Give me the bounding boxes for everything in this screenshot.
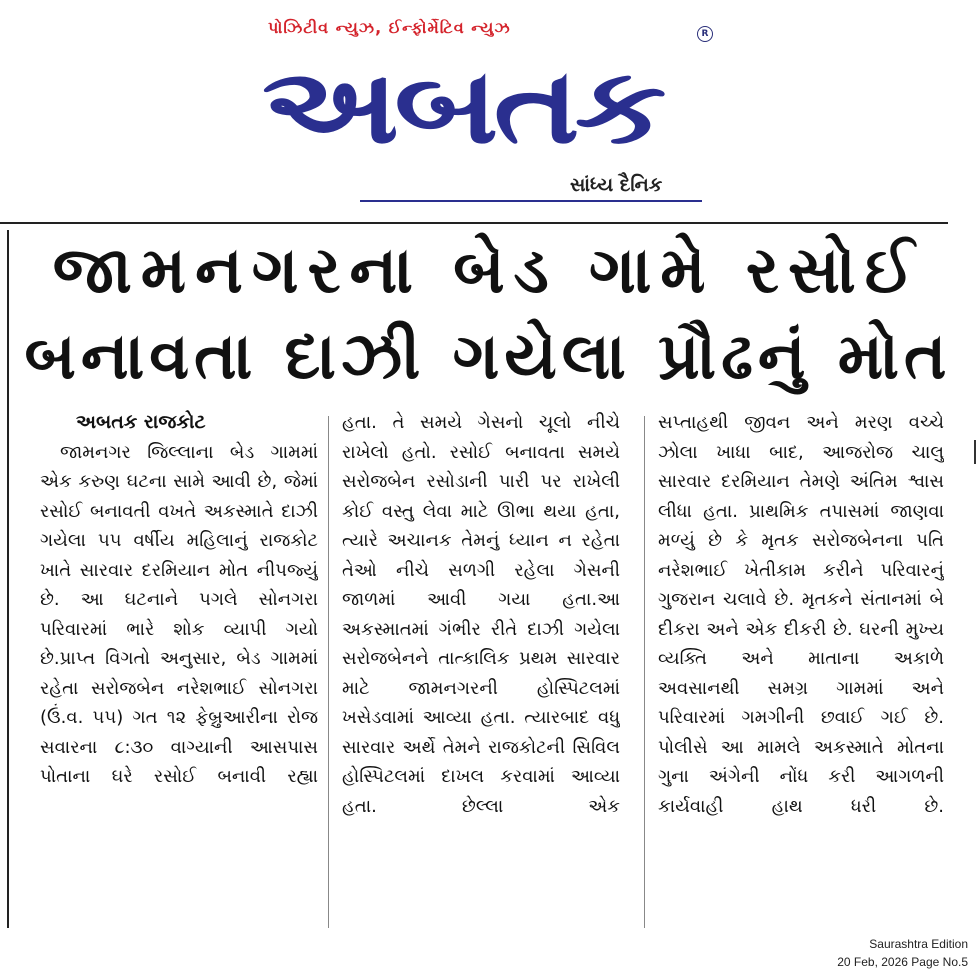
header-divider (0, 222, 948, 224)
edition-label: Saurashtra Edition (869, 937, 968, 951)
registered-trademark-icon: R (697, 26, 713, 42)
column-2-text: હતા. તે સમયે ગેસનો ચૂલો નીચે રાખેલો હતો. રસોઈ બનાવતા સમયે સરોજબેન રસોડાની પારી પર રાખેલી કોઈ વસ્તુ લેવા માટે ઊભા થયા હતા, ત્યારે અચાનક તેમનું ધ્યાન ન રહેતા તેઓ નીચે સળગી રહેલા ગેસની જાળમાં આવી ગયા હતા.આ અકસ્માતમાં ગંભીર રીતે દાઝી ગયેલા સરોજબેનને તાત્કાલિક પ્રથમ સારવાર માટે જામનગરની હોસ્પિટલમાં ખસેડવામાં આવ્યા હતા. ત્યારબાદ વધુ સારવાર અર્થે તેમને રાજકોટની સિવિલ હોસ્પિટલમાં દાખલ કરવામાં આવ્યા હતા. છેલ્લા એક (342, 412, 620, 817)
article-headline (18, 228, 958, 400)
masthead (0, 0, 978, 222)
newspaper-logo: અબતક (262, 45, 662, 167)
page-footer (837, 935, 968, 971)
article-column-3 (658, 408, 944, 928)
column-1-text: જામનગર જિલ્લાના બેડ ગામમાં એક કરુણ ઘટના સામે આવી છે, જેમાં રસોઈ બનાવતી વખતે અકસ્માતે દાઝી ગયેલા ૫૫ વર્ષીય મહિલાનું રાજકોટ ખાતે સારવાર દરમિયાન મોત નીપજ્યું છે. આ ઘટનાને પગલે સોનગરા પરિવારમાં ભારે શોક વ્યાપી ગયો છે.પ્રાપ્ત વિગતો અનુસાર, બેડ ગામમાં રહેતા સરોજબેન નરેશભાઈ સોનગરા (ઉં.વ. ૫૫) ગત ૧૨ ફેબ્રુઆરીના રોજ સવારના ૮:૩૦ વાગ્યાની આસપાસ પોતાના ઘરે રસોઈ બનાવી રહ્યા (40, 441, 318, 787)
column-divider-1 (328, 416, 329, 928)
headline-line-1: જામનગરના બેડ ગામે રસોઈ (52, 234, 924, 308)
logo-underline (360, 200, 702, 202)
article-column-1 (40, 408, 318, 928)
article-dateline: અબતક રાજકોટ (76, 411, 206, 433)
headline-line-2: બનાવતા દાઝી ગયેલા પ્રૌઢનું મોત (24, 320, 952, 394)
date-page-label: 20 Feb, 2026 Page No.5 (837, 955, 968, 969)
page-edge-mark (974, 440, 976, 464)
column-divider-2 (644, 416, 645, 928)
masthead-subtitle: સાંધ્ય દૈનિક (570, 174, 663, 196)
article-left-border (7, 230, 9, 928)
article-column-2 (342, 408, 620, 928)
article-body (40, 408, 950, 928)
masthead-tagline: પોઝિટીવ ન્યુઝ, ઈન્ફોર્મેટિવ ન્યુઝ (268, 18, 511, 37)
column-3-text: સપ્તાહથી જીવન અને મરણ વચ્ચે ઝોલા ખાધા બાદ, આજરોજ ચાલુ સારવાર દરમિયાન તેમણે અંતિમ શ્વાસ લીધા હતા. પ્રાથમિક તપાસમાં જાણવા મળ્યું છે કે મૃતક સરોજબેનના પતિ નરેશભાઈ ખેતીકામ કરીને પરિવારનું ગુજરાન ચલાવે છે. મૃતકને સંતાનમાં બે દીકરા અને એક દીકરી છે. ઘરની મુખ્ય વ્યક્તિ અને માતાના અકાળે અવસાનથી સમગ્ર ગામમાં અને પરિવારમાં ગમગીની છવાઈ ગઈ છે. પોલીસે આ મામલે અકસ્માતે મોતના ગુના અંગેની નોંધ કરી આગળની કાર્યવાહી હાથ ધરી છે. (658, 412, 944, 817)
